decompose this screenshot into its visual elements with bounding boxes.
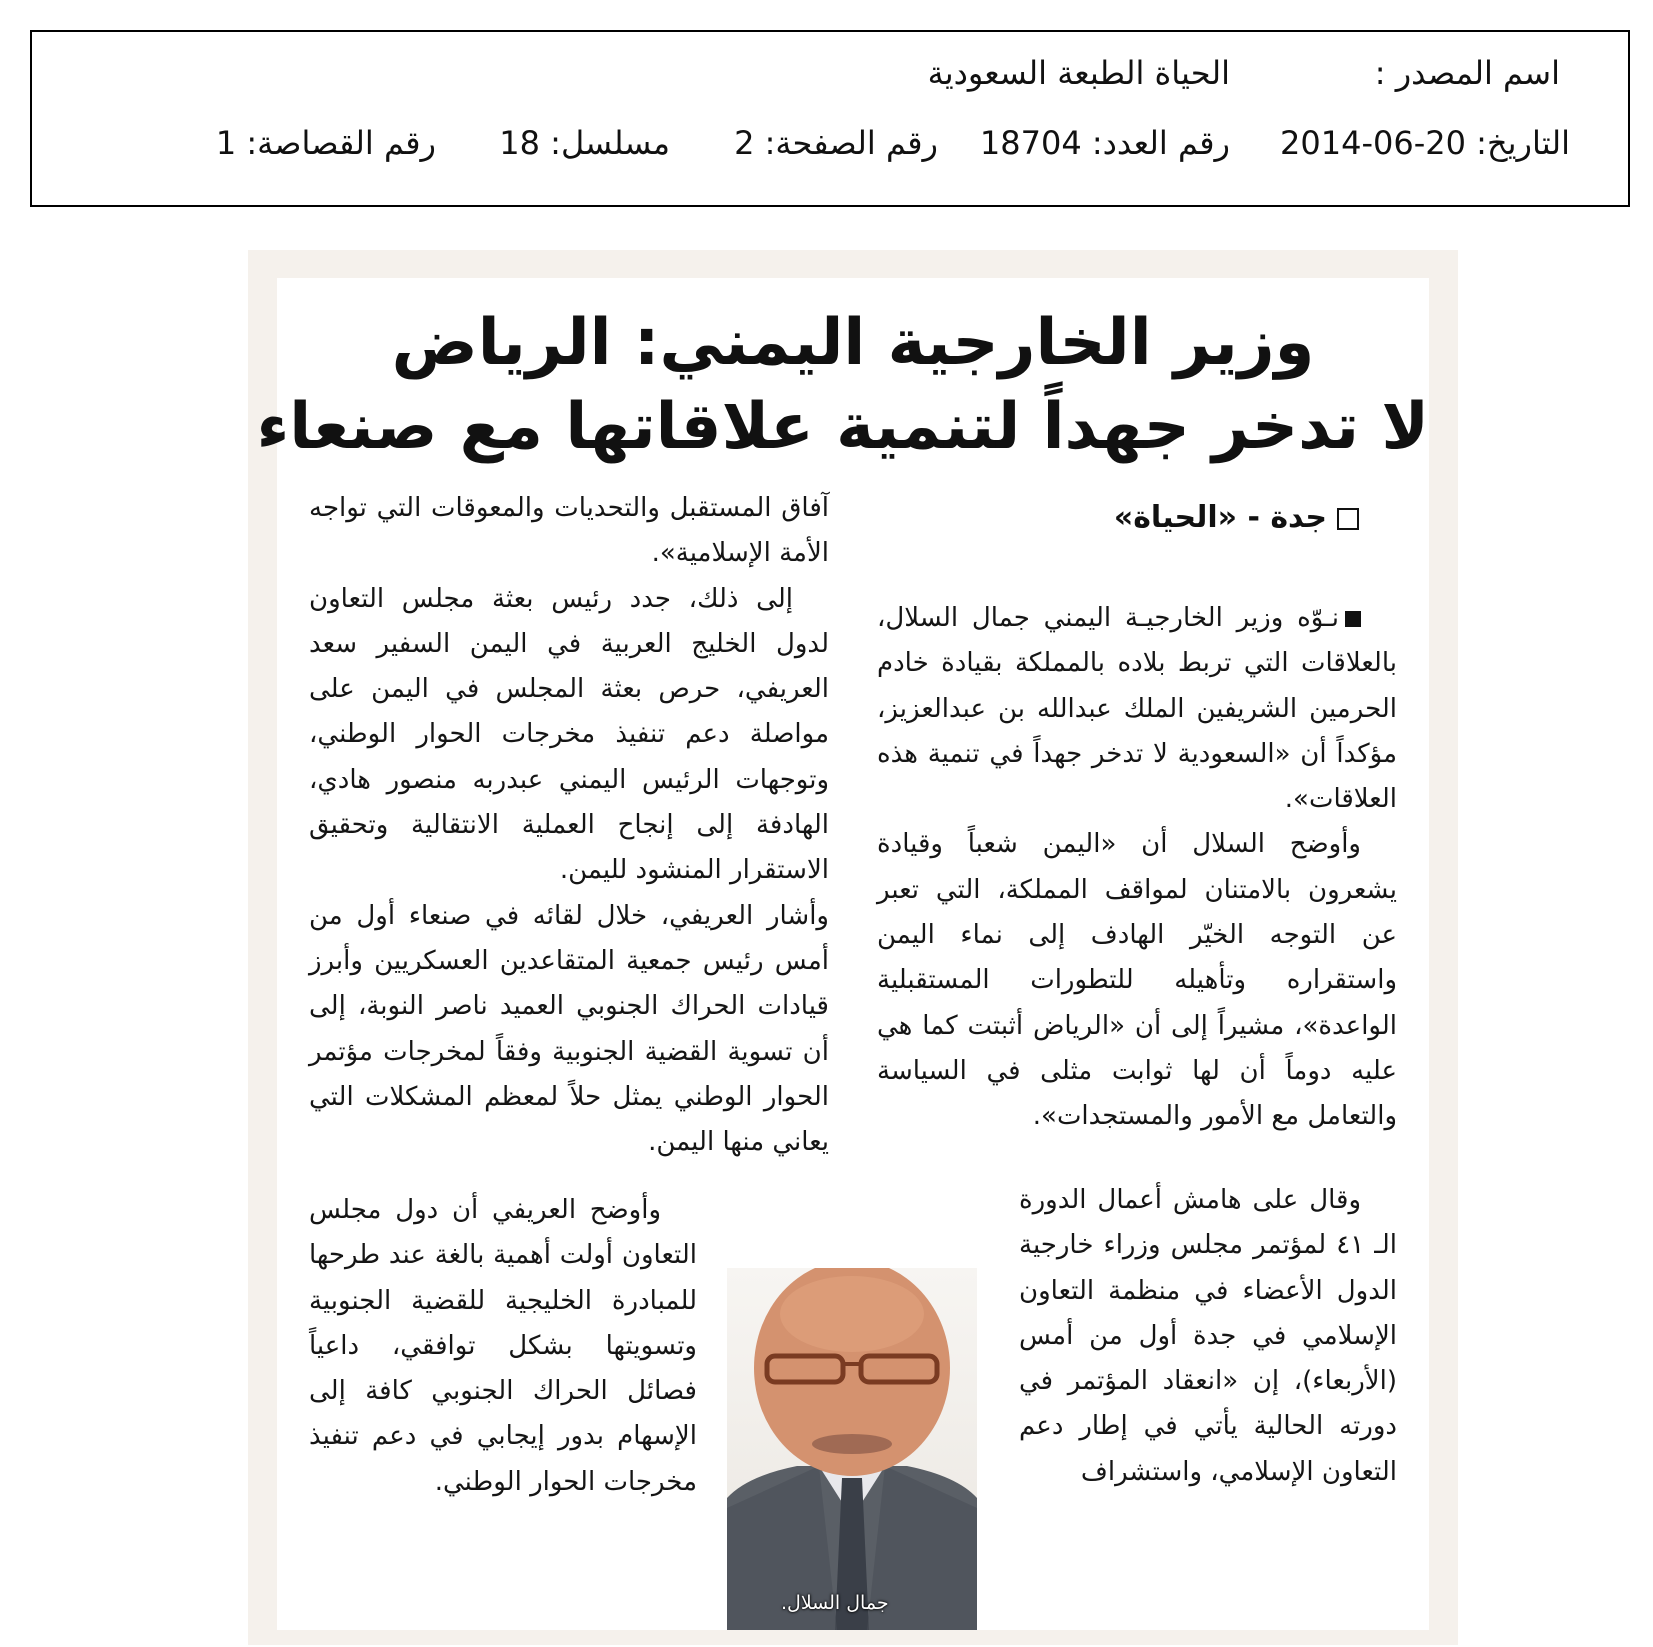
issue-details-row	[32, 124, 1628, 168]
headline-line-2: لا تدخر جهداً لتنمية علاقاتها مع صنعاء	[256, 390, 1429, 464]
portrait-illustration	[727, 1268, 977, 1630]
issue-date: التاريخ: 20-06-2014	[1280, 124, 1570, 162]
source-metadata-box	[30, 30, 1630, 207]
issue-number: رقم العدد: 18704	[979, 124, 1230, 162]
paragraph: وأوضح العريفي أن دول مجلس التعاون أولت أهمية بالغة عند طرحها للمبادرة الخليجية للقضية الجنوبية وتسويتها بشكل توافقي، داعياً فصائل الحراك الجنوبي كافة إلى الإسهام بدور إيجابي في دعم تنفيذ مخرجات الحوار الوطني.	[309, 1195, 697, 1497]
source-label: اسم المصدر :	[1374, 54, 1560, 92]
source-value: الحياة الطبعة السعودية	[927, 54, 1230, 92]
paragraph-bullet-icon	[1345, 611, 1361, 627]
photo-caption: جمال السلال.	[781, 1592, 889, 1614]
serial-number: مسلسل: 18	[499, 124, 670, 162]
headline-line-1: وزير الخارجية اليمني: الرياض	[391, 306, 1315, 380]
page-number: رقم الصفحة: 2	[734, 124, 938, 162]
article-column-left-top	[309, 486, 829, 1165]
paragraph: آفاق المستقبل والتحديات والمعوقات التي تواجه الأمة الإسلامية».	[309, 493, 829, 569]
clip-number: رقم القصاصة: 1	[215, 124, 436, 162]
paragraph-lead: نـوّه وزير الخارجيـة اليمني جمال السلال، بالعلاقات التي تربط بلاده بالمملكة بقيادة خادم الحرمين الشريفين الملك عبدالله بن عبدالعزيز، مؤكداً أن «السعودية لا تدخر جهداً في تنمية هذه العلاقات».	[877, 603, 1397, 815]
paragraph: وقال على هامش أعمال الدورة الـ ٤١ لمؤتمر مجلس وزراء خارجية الدول الأعضاء في منظمة التعاون الإسلامي في جدة أول من أمس (الأربعاء)، إن «انعقاد المؤتمر في دورته الحالية يأتي في إطار دعم التعاون الإسلامي، واستشراف	[1019, 1185, 1397, 1487]
paragraph: وأشار العريفي، خلال لقائه في صنعاء أول من أمس رئيس جمعية المتقاعدين العسكريين وأبرز قيادات الحراك الجنوبي العميد ناصر النوبة، إلى أن تسوية القضية الجنوبية وفقاً لمخرجات مؤتمر الحوار الوطني يمثل حلاً لمعظم المشكلات التي يعاني منها اليمن.	[309, 900, 829, 1158]
dateline-text: جدة - «الحياة»	[1113, 500, 1327, 535]
article-column-right-bottom	[1019, 1178, 1397, 1495]
article-column-right-top	[877, 596, 1397, 1140]
paragraph: وأوضح السلال أن «اليمن شعباً وقيادة يشعرون بالامتنان لمواقف المملكة، التي تعبر عن التوجه الخيّر الهادف إلى نماء اليمن واستقراره وتأهيله للتطورات المستقبلية الواعدة»، مشيراً إلى أن «الرياض أثبتت كما هي عليه دوماً أن لها ثوابت مثلى في السياسة والتعامل مع الأمور والمستجدات».	[877, 829, 1397, 1132]
paragraph: إلى ذلك، جدد رئيس بعثة مجلس التعاون لدول الخليج العربية في اليمن السفير سعد العريفي، حرص بعثة المجلس في اليمن على مواصلة دعم تنفيذ مخرجات الحوار الوطني، وتوجهات الرئيس اليمني عبدربه منصور هادي، الهادفة إلى إنجاح العملية الانتقالية وتحقيق الاستقرار المنشود لليمن.	[309, 583, 829, 886]
newspaper-clipping	[256, 278, 1429, 1630]
square-bullet-icon	[1337, 508, 1359, 530]
portrait-photo	[727, 1268, 977, 1630]
article-column-left-bottom	[309, 1188, 697, 1505]
dateline	[1114, 500, 1359, 535]
source-row	[32, 54, 1628, 98]
